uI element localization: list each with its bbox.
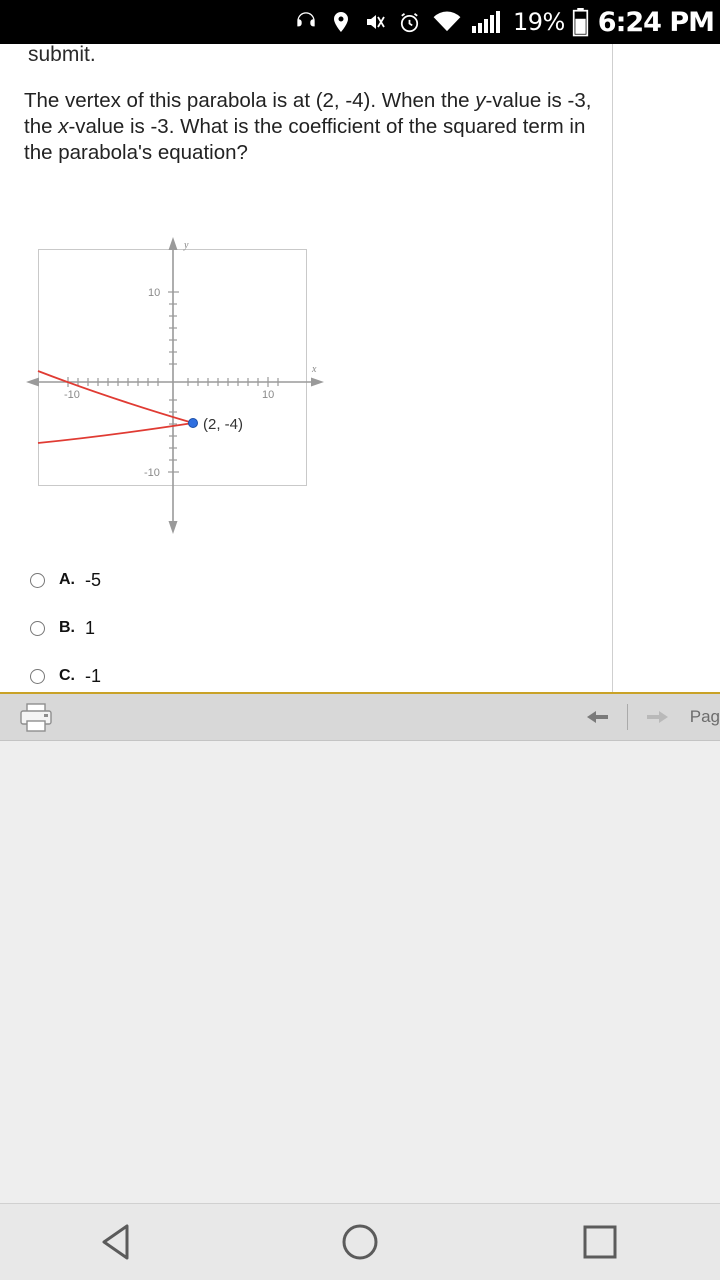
toolbar-right-group xyxy=(575,704,720,730)
choice-a-letter: A. xyxy=(59,571,75,588)
vertex-point-label: (2, -4) xyxy=(203,416,244,433)
question-text xyxy=(24,88,599,166)
previous-page-icon xyxy=(585,707,611,727)
radio-a-icon[interactable] xyxy=(30,573,45,588)
radio-c-icon[interactable] xyxy=(30,669,45,684)
mute-icon xyxy=(363,10,387,34)
choice-a-value: -5 xyxy=(85,569,102,590)
recents-button[interactable] xyxy=(540,1204,660,1280)
parabola-graph xyxy=(38,204,317,494)
svg-text:-10: -10 xyxy=(144,467,160,479)
alarm-clock-icon xyxy=(397,10,422,35)
question-italic-y: y xyxy=(475,89,486,112)
question-part-3: -value is -3. What is the coefficient of the squared term in the parabola's equation? xyxy=(24,115,586,164)
choice-b-letter: B. xyxy=(59,619,75,636)
question-italic-x: x xyxy=(58,115,69,138)
partial-previous-line: submit. xyxy=(28,43,96,66)
question-part-1: The vertex of this parabola is at (2, -4). When the xyxy=(24,89,476,112)
choice-a[interactable] xyxy=(30,556,430,604)
document-page xyxy=(0,44,613,702)
vertex-point xyxy=(189,419,198,428)
choice-b[interactable] xyxy=(30,604,430,652)
back-triangle-icon xyxy=(97,1219,143,1265)
printer-icon xyxy=(18,701,54,733)
android-navigation-bar xyxy=(0,1203,720,1280)
pdf-toolbar xyxy=(0,692,720,740)
svg-text:10: 10 xyxy=(148,287,161,299)
battery-percent-label: 19% xyxy=(512,8,565,36)
signal-bars-icon xyxy=(472,10,504,34)
home-circle-icon xyxy=(337,1219,383,1265)
svg-text:x: x xyxy=(312,364,317,375)
status-bar xyxy=(0,0,720,44)
clock-label: 6:24 PM xyxy=(597,6,714,38)
radio-b-icon[interactable] xyxy=(30,621,45,636)
graph-svg xyxy=(38,204,317,494)
svg-text:y: y xyxy=(184,240,189,251)
choice-b-value: 1 xyxy=(85,617,96,638)
page-background-area xyxy=(0,740,720,1205)
previous-page-button[interactable] xyxy=(585,707,611,727)
next-page-icon xyxy=(644,707,670,727)
svg-text:-10: -10 xyxy=(64,389,80,401)
back-button[interactable] xyxy=(60,1204,180,1280)
location-pin-icon xyxy=(329,9,353,35)
choice-c-letter: C. xyxy=(59,667,75,684)
battery-charging-icon xyxy=(572,8,589,36)
headphone-icon xyxy=(293,9,319,35)
recents-square-icon xyxy=(577,1219,623,1265)
question-part-2: -value is -3, the xyxy=(24,89,592,138)
print-button[interactable] xyxy=(18,700,54,734)
next-page-button[interactable] xyxy=(644,707,670,727)
page-indicator-label: Pag xyxy=(689,707,720,726)
wifi-icon xyxy=(432,10,462,34)
home-button[interactable] xyxy=(300,1204,420,1280)
toolbar-divider xyxy=(627,704,628,730)
svg-text:10: 10 xyxy=(262,389,275,401)
choice-c-value: -1 xyxy=(85,665,102,686)
